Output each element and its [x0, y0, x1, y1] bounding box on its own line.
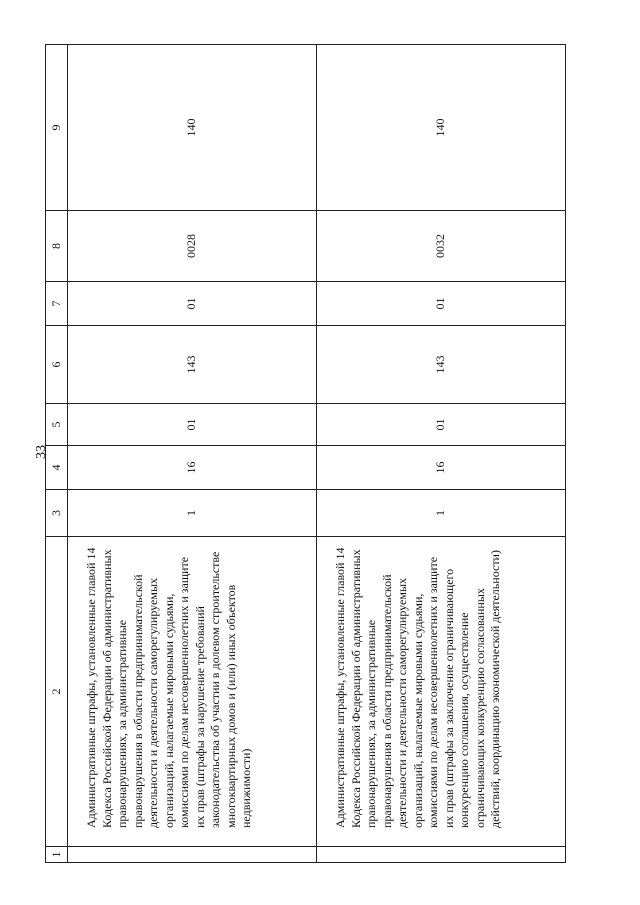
cell-col9: 140 — [68, 45, 317, 211]
cell-description: Административные штрафы, установленные главой 14 Кодекса Российской Федерации об административных правонарушениях, за административные правонарушения в области предпринимательской деятельности и деятельности саморегулируемых организаций, налагаемые мировыми судьями, комиссиями по делам несовершеннолетних и защите их прав (штрафы за заключение ограничивающего конкуренцию соглашения, осуществление ограничивающих конкуренцию согласованных действий, координацию экономической деятельности) — [317, 537, 566, 847]
header-cell-7: 7 — [46, 282, 68, 326]
cell-col3: 1 — [317, 490, 566, 537]
cell-col7: 01 — [68, 282, 317, 326]
cell-col6: 143 — [317, 326, 566, 404]
cell-col6: 143 — [68, 326, 317, 404]
cell-col8: 0028 — [68, 211, 317, 282]
header-cell-9: 9 — [46, 45, 68, 211]
cell-col1 — [68, 847, 317, 863]
page-number: 33 — [34, 445, 49, 459]
header-cell-5: 5 — [46, 404, 68, 446]
cell-col9: 140 — [317, 45, 566, 211]
rotated-table-container — [45, 45, 520, 863]
cell-col7: 01 — [317, 282, 566, 326]
table-row — [68, 45, 317, 863]
cell-col5: 01 — [68, 404, 317, 446]
header-cell-8: 8 — [46, 211, 68, 282]
cell-col4: 16 — [317, 446, 566, 490]
budget-classification-table — [45, 44, 566, 863]
header-row — [46, 45, 68, 863]
cell-col5: 01 — [317, 404, 566, 446]
cell-col1 — [317, 847, 566, 863]
cell-description: Административные штрафы, установленные главой 14 Кодекса Российской Федерации об административных правонарушениях, за административные правонарушения в области предпринимательской деятельности и деятельности саморегулируемых организаций, налагаемые мировыми судьями, комиссиями по делам несовершеннолетних и защите их прав (штрафы за нарушение требований законодательства об участии в долевом строительстве многоквартирных домов и (или) иных объектов недвижимости) — [68, 537, 317, 847]
cell-col4: 16 — [68, 446, 317, 490]
header-cell-3: 3 — [46, 490, 68, 537]
cell-col8: 0032 — [317, 211, 566, 282]
header-cell-2: 2 — [46, 537, 68, 847]
header-cell-6: 6 — [46, 326, 68, 404]
header-cell-4: 4 — [46, 446, 68, 490]
table-row — [317, 45, 566, 863]
header-cell-1: 1 — [46, 847, 68, 863]
cell-col3: 1 — [68, 490, 317, 537]
